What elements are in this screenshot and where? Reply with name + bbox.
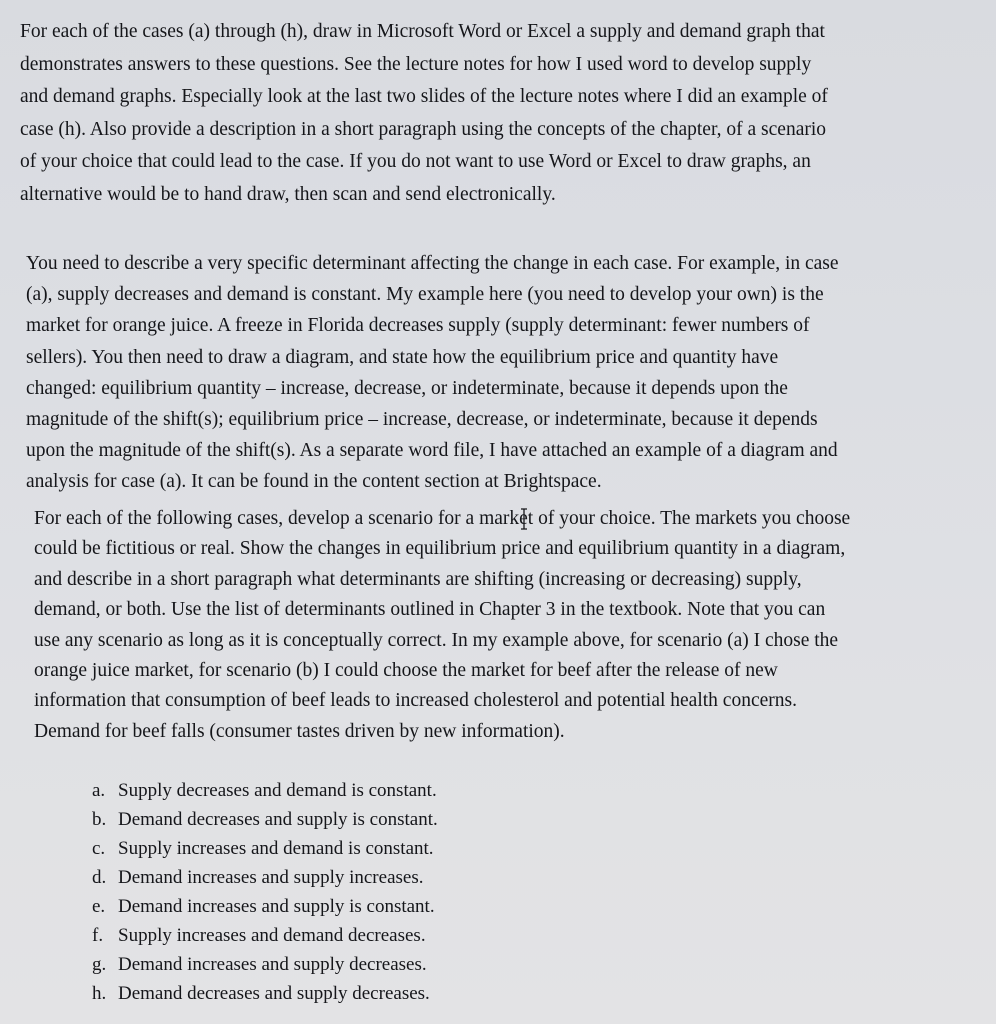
paragraph-line: analysis for case (a). It can be found in the content section at Brightspace.	[26, 471, 602, 493]
paragraph-line: sellers). You then need to draw a diagram, and state how the equilibrium price and quantity have	[26, 346, 779, 368]
paragraph-line: market for orange juice. A freeze in Florida decreases supply (supply determinant: fewer numbers of	[26, 315, 810, 337]
list-marker: d.	[92, 867, 107, 888]
text-cursor-icon	[520, 508, 528, 530]
paragraph-line: of your choice that could lead to the case. If you do not want to use Word or Excel to draw graphs, an	[20, 151, 811, 173]
list-item	[92, 921, 438, 950]
paragraph-line: orange juice market, for scenario (b) I could choose the market for beef after the release of new	[34, 660, 778, 682]
paragraph-line: changed: equilibrium quantity – increase, decrease, or indeterminate, because it depends upon the	[26, 377, 788, 399]
paragraph-line: and demand graphs. Especially look at the last two slides of the lecture notes where I did an example of	[20, 86, 828, 108]
list-marker: b.	[92, 809, 107, 830]
list-item-text: Supply increases and demand is constant.	[118, 838, 434, 859]
paragraph-line: could be fictitious or real. Show the changes in equilibrium price and equilibrium quantity in a diagram,	[34, 538, 846, 560]
paragraph-line: case (h). Also provide a description in a short paragraph using the concepts of the chapter, of a scenario	[20, 118, 827, 140]
paragraph-line: You need to describe a very specific determinant affecting the change in each case. For example, in case	[26, 253, 839, 274]
paragraph-line: use any scenario as long as it is conceptually correct. In my example above, for scenario (a) I chose the	[34, 629, 839, 651]
list-item-text: Demand increases and supply increases.	[118, 867, 424, 888]
list-marker: a.	[92, 780, 106, 801]
paragraph-line: magnitude of the shift(s); equilibrium price – increase, decrease, or indeterminate, because it depends	[26, 409, 818, 431]
list-marker: g.	[92, 954, 107, 975]
list-item-text: Supply increases and demand decreases.	[118, 925, 426, 946]
list-item	[92, 834, 438, 863]
list-item-text: Supply decreases and demand is constant.	[118, 780, 437, 801]
paragraph-line: For each of the cases (a) through (h), draw in Microsoft Word or Excel a supply and demand graph that	[20, 21, 825, 42]
list-marker: c.	[92, 838, 106, 859]
list-item-text: Demand increases and supply is constant.	[118, 896, 435, 917]
instructions-paragraph	[20, 16, 828, 212]
list-marker: h.	[92, 983, 107, 1004]
paragraph-line: upon the magnitude of the shift(s). As a separate word file, I have attached an example of a diagram and	[26, 440, 838, 462]
list-marker: f.	[92, 925, 104, 946]
paragraph-line: and describe in a short paragraph what determinants are shifting (increasing or decreasing) supply,	[34, 568, 802, 590]
list-item	[92, 805, 438, 834]
list-item	[92, 892, 438, 921]
list-item	[92, 979, 438, 1008]
paragraph-line: demand, or both. Use the list of determinants outlined in Chapter 3 in the textbook. Note that you can	[34, 599, 826, 621]
determinant-example-paragraph	[26, 248, 839, 498]
list-item-text: Demand decreases and supply is constant.	[118, 809, 438, 830]
list-item-text: Demand decreases and supply decreases.	[118, 983, 430, 1004]
list-item	[92, 863, 438, 892]
scenario-paragraph	[34, 504, 850, 747]
paragraph-line: (a), supply decreases and demand is constant. My example here (you need to develop your own) is the	[26, 284, 824, 306]
paragraph-line: For each of the following cases, develop a scenario for a market of your choice. The markets you choose	[34, 508, 851, 529]
paragraph-line: demonstrates answers to these questions. See the lecture notes for how I used word to develop supply	[20, 53, 812, 75]
cases-list	[92, 776, 438, 1008]
list-item	[92, 950, 438, 979]
paragraph-line: alternative would be to hand draw, then scan and send electronically.	[20, 183, 556, 205]
paragraph-line: Demand for beef falls (consumer tastes driven by new information).	[34, 720, 565, 742]
list-item	[92, 776, 438, 805]
list-marker: e.	[92, 896, 106, 917]
paragraph-line: information that consumption of beef leads to increased cholesterol and potential health concerns.	[34, 690, 797, 712]
list-item-text: Demand increases and supply decreases.	[118, 954, 427, 975]
